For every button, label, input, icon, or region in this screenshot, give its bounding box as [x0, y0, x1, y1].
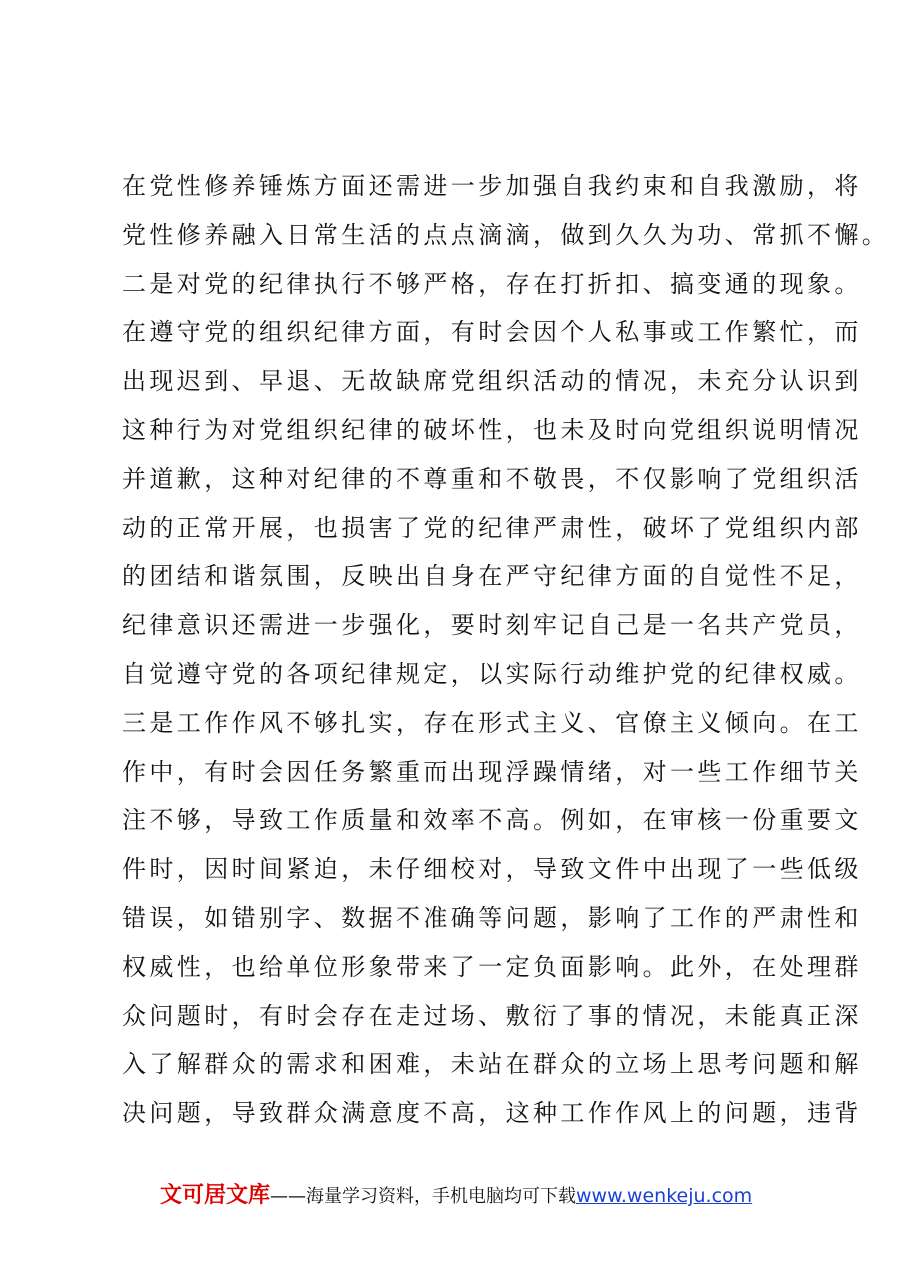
body-line: 这种行为对党组织纪律的破坏性，也未及时向党组织说明情况	[122, 415, 862, 444]
body-line: 决问题，导致群众满意度不高，这种工作作风上的问题，违背	[122, 1099, 862, 1128]
body-line: 在遵守党的组织纪律方面，有时会因个人私事或工作繁忙，而	[122, 318, 862, 347]
body-line: 注不够，导致工作质量和效率不高。例如，在审核一份重要文	[122, 806, 862, 835]
body-text	[122, 162, 890, 1138]
body-line: 三是工作作风不够扎实，存在形式主义、官僚主义倾向。在工	[122, 708, 862, 737]
body-line: 党性修养融入日常生活的点点滴滴，做到久久为功、常抓不懈。	[122, 220, 890, 249]
footer-brand: 文可居文库	[160, 1183, 271, 1208]
body-line: 出现迟到、早退、无故缺席党组织活动的情况，未充分认识到	[122, 367, 862, 396]
body-line: 权威性，也给单位形象带来了一定负面影响。此外，在处理群	[122, 952, 862, 981]
footer-banner	[160, 1180, 752, 1212]
body-line: 错误，如错别字、数据不准确等问题，影响了工作的严肃性和	[122, 903, 862, 932]
body-line: 动的正常开展，也损害了党的纪律严肃性，破坏了党组织内部	[122, 513, 862, 542]
body-line: 在党性修养锤炼方面还需进一步加强自我约束和自我激励，将	[122, 172, 862, 200]
body-line: 入了解群众的需求和困难，未站在群众的立场上思考问题和解	[122, 1050, 862, 1079]
body-line: 众问题时，有时会存在走过场、敷衍了事的情况，未能真正深	[122, 1001, 862, 1030]
body-line: 的团结和谐氛围，反映出自身在严守纪律方面的自觉性不足，	[122, 562, 862, 591]
body-line: 并道歉，这种对纪律的不尊重和不敬畏，不仅影响了党组织活	[122, 464, 862, 493]
footer-link[interactable]: www.wenkeju.com	[576, 1185, 753, 1207]
body-line: 件时，因时间紧迫，未仔细校对，导致文件中出现了一些低级	[122, 855, 862, 884]
footer-slogan: ——海量学习资料，手机电脑均可下载	[270, 1186, 577, 1207]
body-line: 二是对党的纪律执行不够严格，存在打折扣、搞变通的现象。	[122, 269, 862, 298]
body-line: 自觉遵守党的各项纪律规定，以实际行动维护党的纪律权威。	[122, 659, 862, 688]
body-line: 作中，有时会因任务繁重而出现浮躁情绪，对一些工作细节关	[122, 757, 862, 786]
body-line: 纪律意识还需进一步强化，要时刻牢记自己是一名共产党员，	[122, 611, 862, 640]
